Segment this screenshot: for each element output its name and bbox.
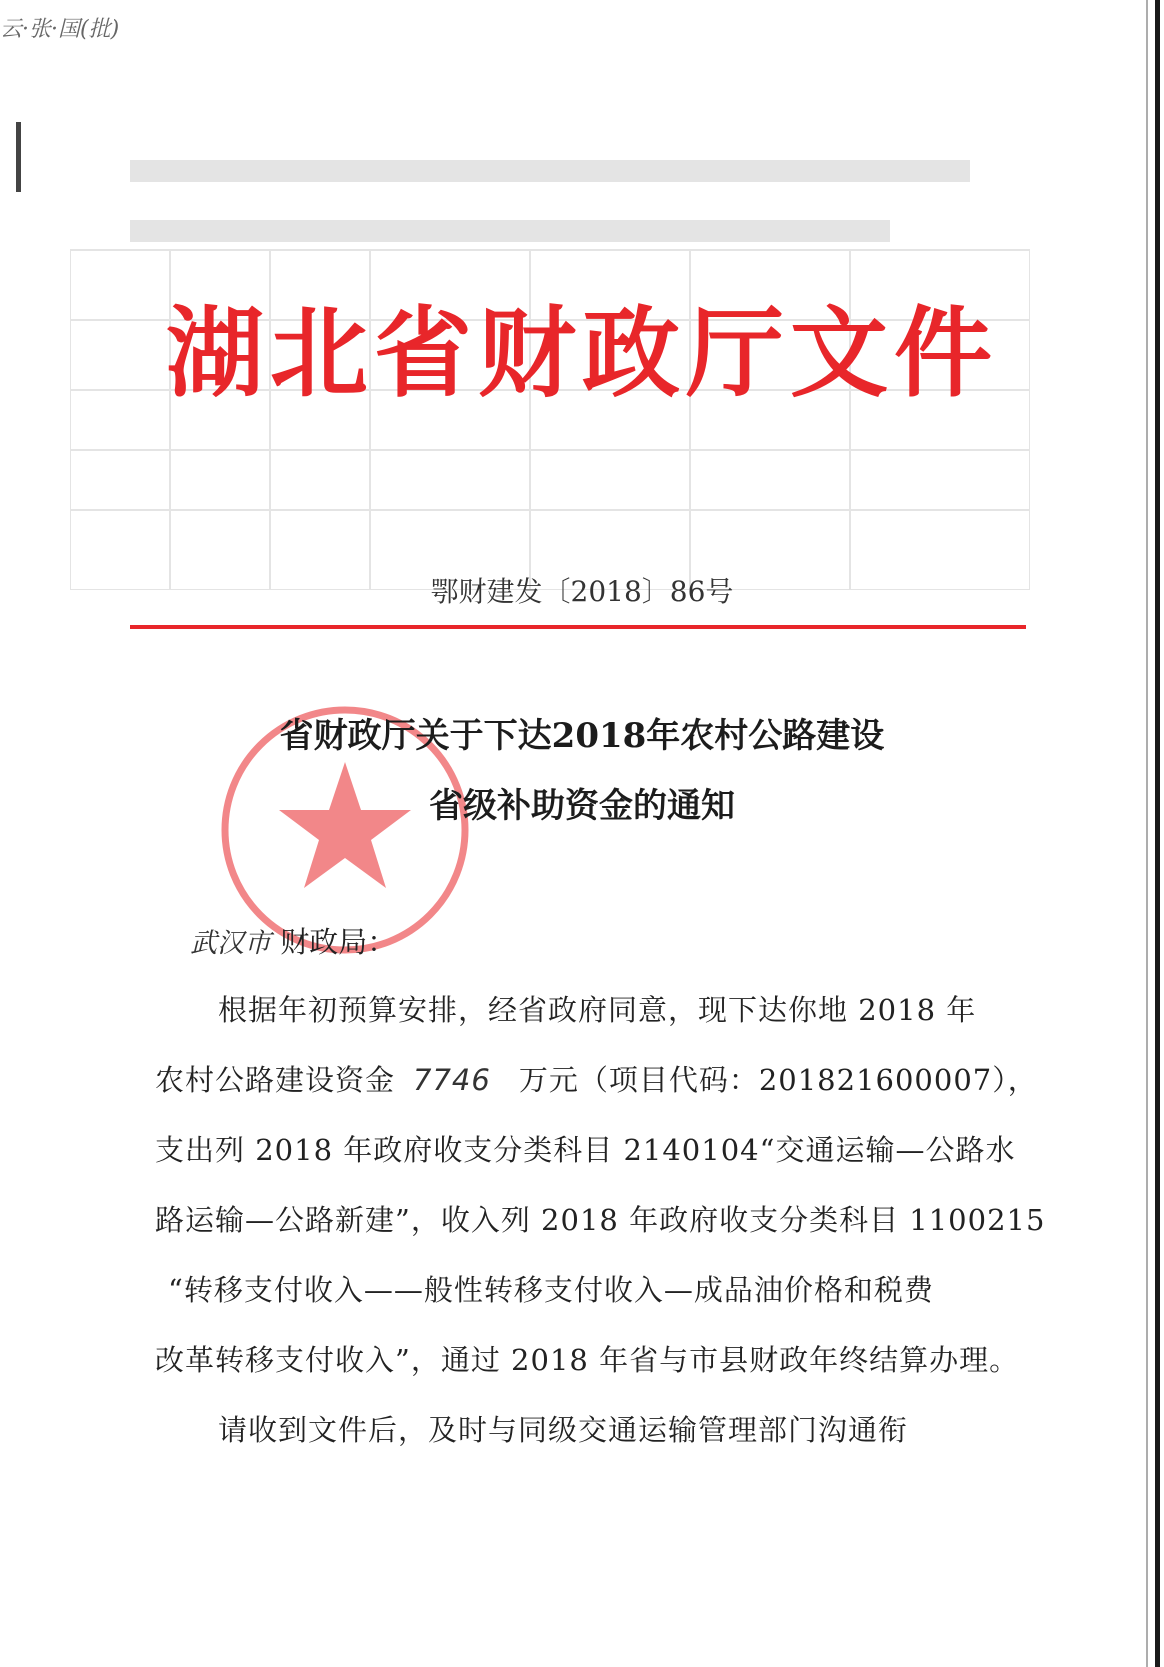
body-line-1: 根据年初预算安排，经省政府同意，现下达你地 2018 年: [218, 993, 977, 1027]
greeting: [190, 920, 396, 961]
document-header-title: 湖北省财政厅文件: [165, 297, 998, 411]
handwritten-corner-note: 云·张·国(批): [0, 17, 120, 42]
red-divider-line: [130, 625, 1026, 629]
body-line-7: 请收到文件后，及时与同级交通运输管理部门沟通衔: [218, 1413, 909, 1447]
body-line-6: 改革转移支付收入”，通过 2018 年省与市县财政年终结算办理。: [155, 1343, 1020, 1377]
binding-mark: [16, 122, 21, 192]
notice-title-line-2: 省级补助资金的通知: [429, 786, 735, 826]
scan-edge-shadow: [1146, 0, 1148, 1667]
handwritten-recipient: 武汉市: [190, 928, 271, 959]
body-line-2-prefix: 农村公路建设资金: [155, 1063, 396, 1097]
body-line-5: “转移支付收入——般性转移支付收入—成品油价格和税费: [168, 1273, 934, 1307]
body-line-4: 路运输—公路新建”，收入列 2018 年政府收支分类科目 1100215: [155, 1203, 1046, 1237]
document-number: 鄂财建发〔2018〕86号: [430, 575, 734, 608]
body-line-3: 支出列 2018 年政府收支分类科目 2140104“交通运输—公路水: [155, 1133, 1016, 1167]
notice-title-line-1: 省财政厅关于下达2018年农村公路建设: [279, 716, 885, 756]
scan-edge: [1155, 0, 1160, 1667]
greeting-suffix: 财政局：: [280, 925, 397, 959]
body-line-2: [155, 1058, 1038, 1099]
body-line-2-suffix: 万元（项目代码：201821600007），: [518, 1063, 1038, 1097]
handwritten-amount: 7746: [413, 1063, 491, 1097]
